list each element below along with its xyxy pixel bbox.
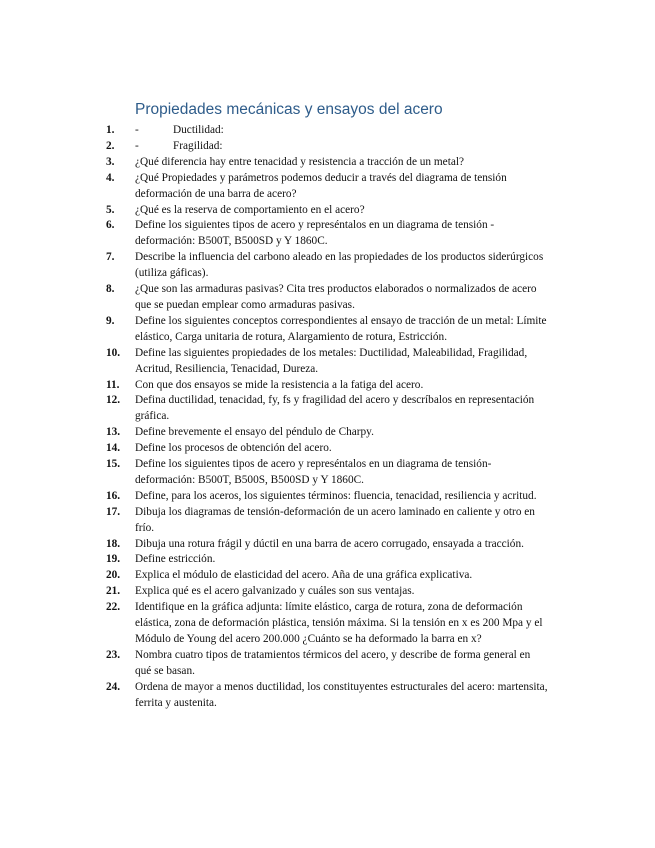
item-text: Identifique en la gráfica adjunta: límite elástico, carga de rotura, zona de deformación elástica, zona de deformación plástica, tensión máxima. Si la tensión en x es 200 Mpa y el Módulo de Young del acero 200.000 ¿Cuánto se ha deformado la barra en x? xyxy=(135,601,543,645)
list-item xyxy=(0,393,655,425)
item-number: 23. xyxy=(106,648,121,661)
item-number: 18. xyxy=(106,537,121,550)
list-item xyxy=(0,489,655,505)
item-number: 6. xyxy=(106,219,115,232)
list-item xyxy=(0,457,655,489)
list-item xyxy=(0,378,655,394)
item-text: ¿Qué es la reserva de comportamiento en el acero? xyxy=(135,203,365,216)
item-number: 5. xyxy=(106,203,115,216)
item-text: Define los siguientes tipos de acero y represéntalos en un diagrama de tensión - deformación: B500T, B500SD y Y 1860C. xyxy=(135,219,495,248)
item-number: 22. xyxy=(106,601,121,614)
question-list xyxy=(0,123,655,712)
item-text: Ordena de mayor a menos ductilidad, los constituyentes estructurales del acero: martensita, ferrita y austenita. xyxy=(135,680,548,709)
item-text: Explica el módulo de elasticidad del acero. Aña de una gráfica explicativa. xyxy=(135,569,473,582)
item-text: Nombra cuatro tipos de tratamientos térmicos del acero, y describe de forma general en qué se basan. xyxy=(135,648,531,677)
item-number: 9. xyxy=(106,314,115,327)
item-text: Define, para los aceros, los siguientes términos: fluencia, tenacidad, resiliencia y acritud. xyxy=(135,489,537,502)
item-number: 20. xyxy=(106,569,121,582)
list-item xyxy=(0,139,655,155)
item-number: 12. xyxy=(106,394,121,407)
item-number: 1. xyxy=(106,124,115,136)
list-item xyxy=(0,203,655,219)
item-text: Define los siguientes tipos de acero y represéntalos en un diagrama de tensión-deformación: B500T, B500S, B500SD y Y 1860C. xyxy=(135,458,492,486)
item-text: Define estricción. xyxy=(135,553,216,566)
list-item xyxy=(0,314,655,346)
item-number: 13. xyxy=(106,426,121,439)
item-dash: - xyxy=(135,139,139,152)
document-title: Propiedades mecánicas y ensayos del acero xyxy=(135,101,443,118)
item-number: 15. xyxy=(106,458,121,471)
item-number: 7. xyxy=(106,251,115,264)
item-number: 24. xyxy=(106,680,121,693)
list-item xyxy=(0,250,655,282)
item-text: Define los procesos de obtención del acero. xyxy=(135,442,332,455)
list-item xyxy=(0,552,655,568)
item-number: 3. xyxy=(106,155,115,168)
item-text: Dibuja los diagramas de tensión-deformación de un acero laminado en caliente y otro en frío. xyxy=(135,505,535,534)
list-item xyxy=(0,441,655,457)
item-number: 14. xyxy=(106,442,121,455)
item-text: Define brevemente el ensayo del péndulo de Charpy. xyxy=(135,426,374,439)
item-text: ¿Qué Propiedades y parámetros podemos deducir a través del diagrama de tensión deformación de una barra de acero? xyxy=(135,171,507,200)
item-number: 10. xyxy=(106,346,121,359)
item-number: 4. xyxy=(106,171,115,184)
item-number: 17. xyxy=(106,505,121,518)
list-item xyxy=(0,346,655,378)
item-text: ¿Que son las armaduras pasivas? Cita tres productos elaborados o normalizados de acero que se puedan emplear como armaduras pasivas. xyxy=(135,283,537,311)
list-item xyxy=(0,171,655,203)
list-item xyxy=(0,123,655,139)
item-text: Describe la influencia del carbono aleado en las propiedades de los productos siderúrgicos (utiliza gáficas). xyxy=(135,251,544,280)
item-text: Fragilidad: xyxy=(173,139,223,152)
item-text: Explica qué es el acero galvanizado y cuáles son sus ventajas. xyxy=(135,585,415,598)
item-number: 11. xyxy=(106,378,120,391)
item-number: 8. xyxy=(106,283,115,296)
item-number: 21. xyxy=(106,585,121,598)
item-text: Con que dos ensayos se mide la resistencia a la fatiga del acero. xyxy=(135,378,424,391)
list-item xyxy=(0,425,655,441)
item-number: 19. xyxy=(106,553,121,566)
item-text: Define los siguientes conceptos correspondientes al ensayo de tracción de un metal: Límite elástico, Carga unitaria de rotura, Alargamiento de rotura, Estricción. xyxy=(135,314,547,343)
item-number: 16. xyxy=(106,489,121,502)
list-item xyxy=(0,568,655,584)
list-item xyxy=(0,505,655,537)
item-text: Defina ductilidad, tenacidad, fy, fs y fragilidad del acero y descríbalos en representación gráfica. xyxy=(135,394,535,423)
item-dash: - xyxy=(135,124,139,136)
list-item xyxy=(0,155,655,171)
list-item xyxy=(0,648,655,680)
list-item xyxy=(0,218,655,250)
item-text: ¿Qué diferencia hay entre tenacidad y resistencia a tracción de un metal? xyxy=(135,155,465,168)
item-text: Ductilidad: xyxy=(173,124,224,136)
list-item xyxy=(0,537,655,553)
item-number: 2. xyxy=(106,139,115,152)
item-text: Dibuja una rotura frágil y dúctil en una barra de acero corrugado, ensayada a tracción. xyxy=(135,537,524,550)
item-text: Define las siguientes propiedades de los metales: Ductilidad, Maleabilidad, Fragilidad, Acritud, Resiliencia, Tenacidad, Dureza. xyxy=(135,346,528,375)
list-item xyxy=(0,282,655,314)
list-item xyxy=(0,600,655,648)
list-item xyxy=(0,584,655,600)
list-item xyxy=(0,680,655,712)
